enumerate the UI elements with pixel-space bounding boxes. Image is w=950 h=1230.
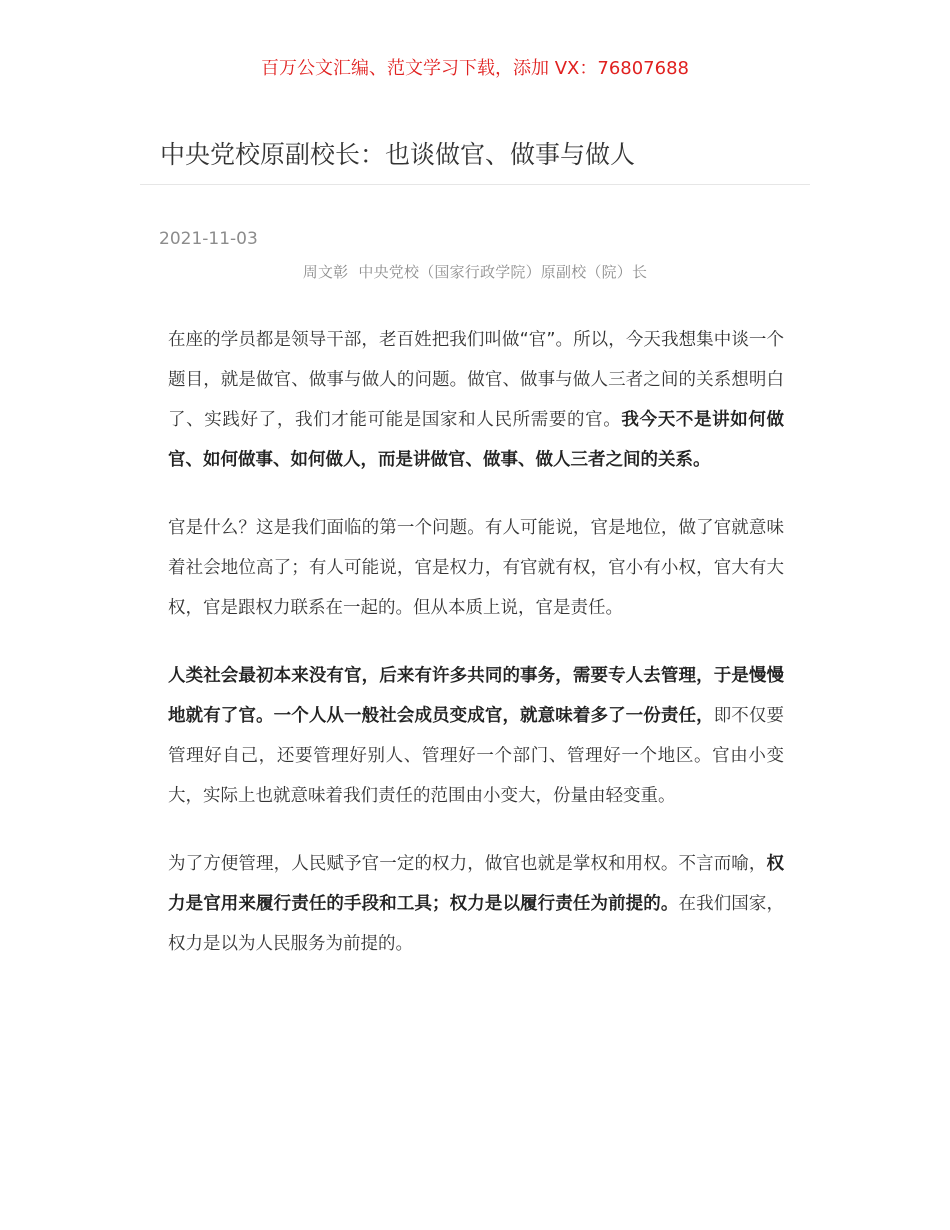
paragraph-emphasis: 权力是官用来履行责任的手段和工具；权力是以履行责任为前提的。 [168, 854, 784, 914]
paragraph-text: 在座的学员都是领导干部，老百姓把我们叫做“官”。所以，今天我想集中谈一个题目，就是做官、做事与做人的问题。做官、做事与做人三者之间的关系想明白了、实践好了，我们才能可能是国家和人民所需要的官。 [168, 330, 784, 430]
title-divider [140, 184, 810, 185]
paragraph-text: 为了方便管理，人民赋予官一定的权力，做官也就是掌权和用权。不言而喻， [168, 854, 767, 874]
paragraph-emphasis: 我今天不是讲如何做官、如何做事、如何做人，而是讲做官、做事、做人三者之间的关系。 [168, 410, 785, 470]
publish-date: 2021-11-03 [159, 229, 258, 249]
paragraph-text: 官是什么？这是我们面临的第一个问题。有人可能说，官是地位，做了官就意味着社会地位高了；有人可能说，官是权力，有官就有权，官小有小权，官大有大权，官是跟权力联系在一起的。但从本质上说，官是责任。 [168, 518, 784, 618]
paragraph-text: 即不仅要管理好自己，还要管理好别人、管理好一个部门、管理好一个地区。官由小变大，实际上也就意味着我们责任的范围由小变大，份量由轻变重。 [168, 706, 785, 806]
paragraph-2 [168, 508, 784, 628]
author-title: 中央党校（国家行政学院）原副校（院）长 [358, 263, 648, 281]
author-name: 周文彰 [302, 263, 349, 281]
paragraph-text: 在我们国家，权力是以为人民服务为前提的。 [168, 894, 784, 954]
paragraph-3 [168, 656, 784, 816]
author-line [0, 261, 950, 283]
promo-banner: 百万公文汇编、范文学习下载，添加 VX：76807688 [261, 58, 689, 79]
paragraph-emphasis: 人类社会最初本来没有官，后来有许多共同的事务，需要专人去管理，于是慢慢地就有了官。一个人从一般社会成员变成官，就意味着多了一份责任， [168, 666, 784, 726]
paragraph-1 [168, 320, 784, 480]
paragraph-4 [168, 844, 784, 964]
article-title: 中央党校原副校长：也谈做官、做事与做人 [160, 140, 636, 169]
article-body [168, 320, 784, 992]
